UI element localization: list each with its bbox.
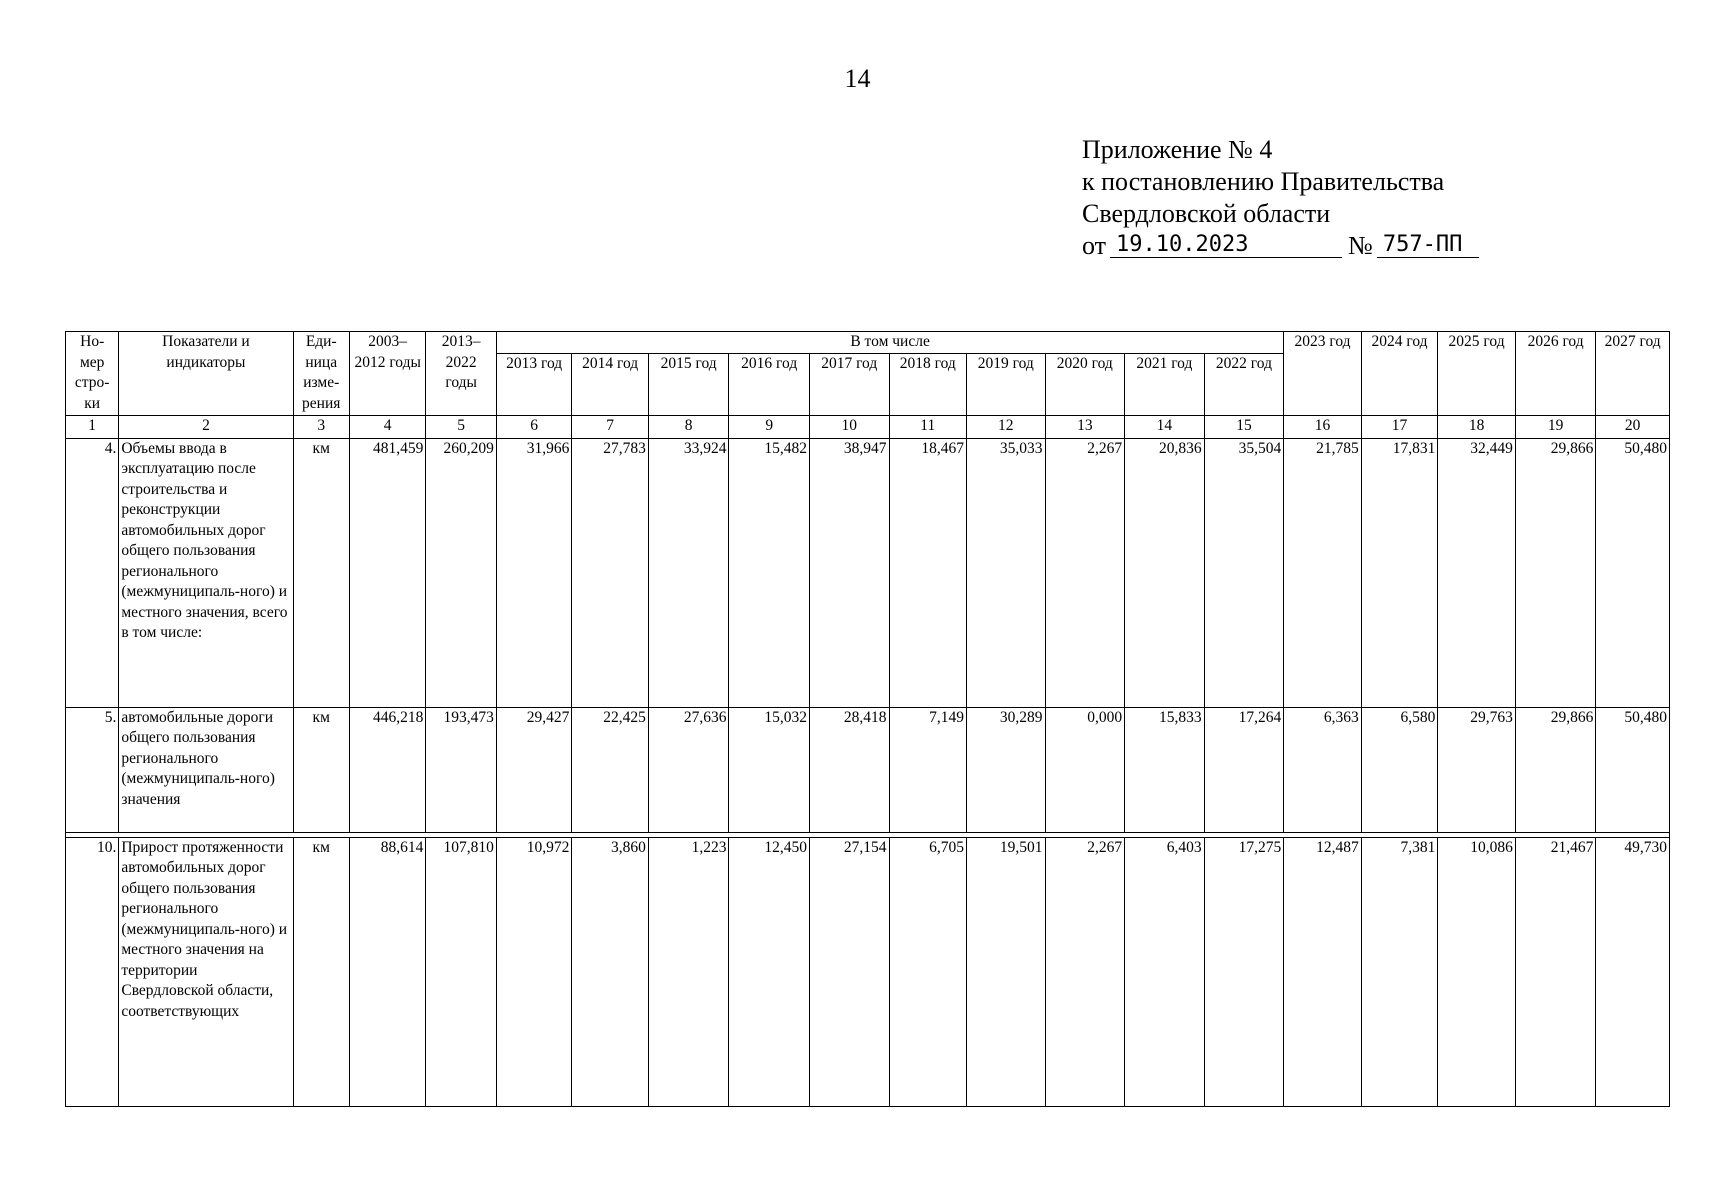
column-number: 1 (66, 415, 119, 438)
row-number: 5. (66, 707, 119, 832)
row-value: 27,636 (648, 707, 729, 832)
row-value: 38,947 (809, 438, 889, 707)
row-value: 17,275 (1204, 837, 1284, 1106)
column-number: 3 (293, 415, 349, 438)
header-year-2024: 2024 год (1361, 332, 1438, 416)
header-sub-year: 2013 год (496, 353, 572, 415)
column-number: 5 (426, 415, 496, 438)
row-value: 193,473 (426, 707, 496, 832)
table-row (66, 707, 1670, 832)
table-row (66, 438, 1670, 707)
row-value: 107,810 (426, 837, 496, 1106)
row-value: 30,289 (967, 707, 1046, 832)
header-row-no: Но-мер стро-ки (66, 332, 119, 416)
column-number: 8 (648, 415, 729, 438)
header-including: В том числе (496, 332, 1283, 354)
appendix-block (1082, 134, 1479, 262)
column-number: 10 (809, 415, 889, 438)
header-sub-year: 2021 год (1125, 353, 1205, 415)
row-value: 15,482 (729, 438, 810, 707)
row-value: 21,467 (1515, 837, 1596, 1106)
row-number: 10. (66, 837, 119, 1106)
row-value: 50,480 (1596, 438, 1670, 707)
header-year-2027: 2027 год (1596, 332, 1670, 416)
row-value: 28,418 (809, 707, 889, 832)
header-sub-year: 2016 год (729, 353, 810, 415)
column-number: 4 (349, 415, 426, 438)
indicators-table (65, 331, 1670, 1107)
row-value: 2,267 (1045, 438, 1125, 707)
column-number: 20 (1596, 415, 1670, 438)
row-unit: км (293, 438, 349, 707)
row-value: 33,924 (648, 438, 729, 707)
appendix-line-2: к постановлению Правительства (1082, 167, 1445, 196)
column-number: 19 (1515, 415, 1596, 438)
header-sub-year: 2015 год (648, 353, 729, 415)
row-value: 15,032 (729, 707, 810, 832)
row-value: 2,267 (1045, 837, 1125, 1106)
row-value: 12,487 (1284, 837, 1362, 1106)
header-row-1 (66, 332, 1670, 354)
row-value: 19,501 (967, 837, 1046, 1106)
row-value: 3,860 (572, 837, 649, 1106)
page-number: 14 (844, 64, 871, 93)
appendix-signature-row (1082, 230, 1479, 262)
row-value: 12,450 (729, 837, 810, 1106)
column-number: 13 (1045, 415, 1125, 438)
header-sub-year: 2018 год (889, 353, 967, 415)
row-value: 260,209 (426, 438, 496, 707)
column-number: 11 (889, 415, 967, 438)
row-number: 4. (66, 438, 119, 707)
row-value: 481,459 (349, 438, 426, 707)
row-value: 22,425 (572, 707, 649, 832)
decree-date: 19.10.2023 (1110, 233, 1342, 258)
column-number: 14 (1125, 415, 1205, 438)
column-number: 9 (729, 415, 810, 438)
row-value: 446,218 (349, 707, 426, 832)
row-value: 29,866 (1515, 438, 1596, 707)
column-number: 6 (496, 415, 572, 438)
header-sub-year: 2020 год (1045, 353, 1125, 415)
header-year-2025: 2025 год (1438, 332, 1516, 416)
row-value: 6,580 (1361, 707, 1438, 832)
row-unit: км (293, 837, 349, 1106)
row-value: 35,504 (1204, 438, 1284, 707)
header-sub-year: 2014 год (572, 353, 649, 415)
row-value: 21,785 (1284, 438, 1362, 707)
row-value: 18,467 (889, 438, 967, 707)
row-value: 29,427 (496, 707, 572, 832)
row-value: 20,836 (1125, 438, 1205, 707)
row-value: 88,614 (349, 837, 426, 1106)
row-value: 7,149 (889, 707, 967, 832)
row-indicator: Объемы ввода в эксплуатацию после строительства и реконструкции автомобильных дорог общего пользования регионального (межмуниципаль-ного) и местного значения, всего в том числе: (119, 438, 293, 707)
row-value: 6,705 (889, 837, 967, 1106)
header-sub-year: 2017 год (809, 353, 889, 415)
column-numbers-row (66, 415, 1670, 438)
column-number: 15 (1204, 415, 1284, 438)
header-unit: Еди-ница изме-рения (293, 332, 349, 416)
header-sub-year: 2019 год (967, 353, 1046, 415)
row-value: 35,033 (967, 438, 1046, 707)
header-year-2026: 2026 год (1515, 332, 1596, 416)
column-number: 2 (119, 415, 293, 438)
row-value: 31,966 (496, 438, 572, 707)
row-value: 6,363 (1284, 707, 1362, 832)
header-year-2023: 2023 год (1284, 332, 1362, 416)
row-value: 17,831 (1361, 438, 1438, 707)
row-value: 10,972 (496, 837, 572, 1106)
appendix-title: Приложение № 4 (1082, 135, 1273, 164)
row-value: 10,086 (1438, 837, 1516, 1106)
appendix-line-3: Свердловской области (1082, 199, 1331, 228)
column-number: 16 (1284, 415, 1362, 438)
row-value: 15,833 (1125, 707, 1205, 832)
row-value: 50,480 (1596, 707, 1670, 832)
column-number: 12 (967, 415, 1046, 438)
row-value: 7,381 (1361, 837, 1438, 1106)
row-value: 27,154 (809, 837, 889, 1106)
header-indicators: Показатели и индикаторы (119, 332, 293, 416)
row-indicator: автомобильные дороги общего пользования регионального (межмуниципаль-ного) значения (119, 707, 293, 832)
from-label: от (1082, 231, 1107, 260)
column-number: 7 (572, 415, 649, 438)
table-row (66, 837, 1670, 1106)
column-number: 18 (1438, 415, 1516, 438)
header-period-2003-2012: 2003– 2012 годы (349, 332, 426, 416)
number-label: № (1348, 231, 1373, 260)
row-value: 6,403 (1125, 837, 1205, 1106)
decree-number: 757-ПП (1377, 233, 1479, 258)
column-number: 17 (1361, 415, 1438, 438)
row-value: 29,866 (1515, 707, 1596, 832)
row-value: 1,223 (648, 837, 729, 1106)
row-indicator: Прирост протяженности автомобильных дорог общего пользования регионального (межмуниципаль-ного) и местного значения на территории Свердловской области, соответствующих (119, 837, 293, 1106)
row-unit: км (293, 707, 349, 832)
row-value: 29,763 (1438, 707, 1516, 832)
row-value: 17,264 (1204, 707, 1284, 832)
row-value: 49,730 (1596, 837, 1670, 1106)
row-value: 0,000 (1045, 707, 1125, 832)
header-period-2013-2022: 2013– 2022 годы (426, 332, 496, 416)
row-value: 27,783 (572, 438, 649, 707)
row-value: 32,449 (1438, 438, 1516, 707)
header-sub-year: 2022 год (1204, 353, 1284, 415)
